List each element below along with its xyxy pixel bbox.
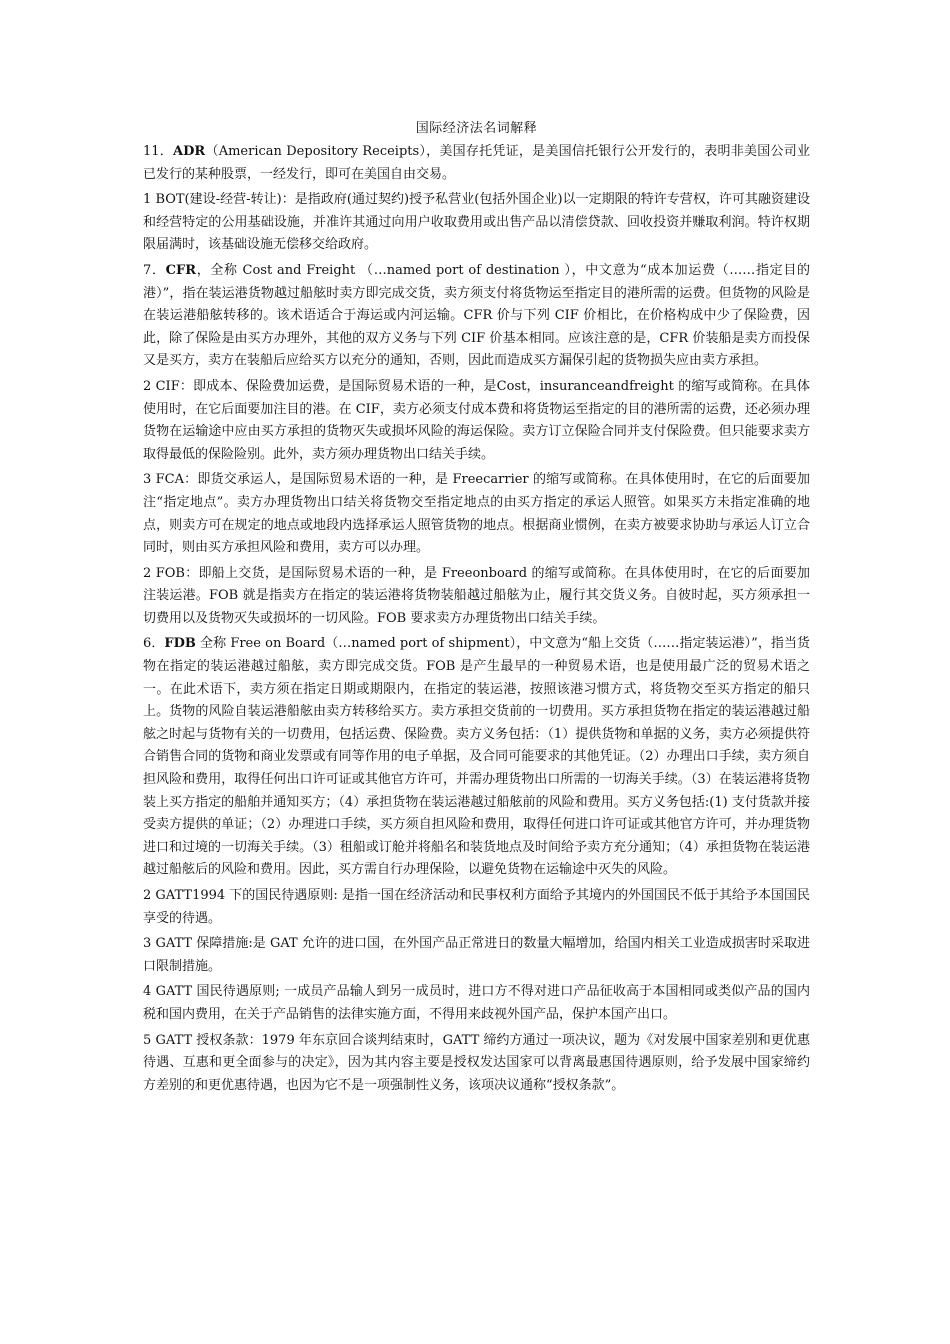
entry-bot — [143, 189, 810, 257]
entry-number: 6． — [143, 636, 165, 652]
entry-text: CIF：即成本、保险费加运费，是国际贸易术语的一种，是Cost，insuranceandfreight 的缩写或简称。在具体使用时，在它后面要加注目的港。在 CIF，卖方必须支付成本费和将货物运至指定的目的港所需的运费，还必须办理货物在运输途中应由买方承担的货物灭失或损坏风险的海运保险。卖方订立保险合同并支付保险费。但只能要求卖方取得最低的保险险别。此外，卖方须办理货物出口结关手续。 — [143, 378, 811, 462]
entry-text: GATT1994 下的国民待遇原则: 是指一国在经济活动和民事权利方面给予其境内的外国国民不低于其给予本国国民享受的待遇。 — [143, 888, 811, 926]
entry-term: FDB — [164, 636, 196, 652]
entry-cfr — [143, 260, 810, 373]
entry-gatt-safeguards — [143, 933, 810, 978]
entry-number: 3 — [143, 472, 156, 488]
entry-cif — [143, 376, 810, 466]
entry-number: 1 — [143, 192, 156, 208]
entry-text: FOB：即船上交货，是国际贸易术语的一种，是 Freeonboard 的缩写或简称。在具体使用时，在它的后面要加注装运港。FOB 就是指卖方在指定的装运港将货物装船越过船舷为止，履行其交货义务。自彼时起，买方须承担一切费用以及货物灭失或损坏的一切风险。FOB 要求卖方办理货物出口结关手续。 — [143, 565, 810, 626]
entry-number: 2 — [143, 565, 156, 581]
document-title: 国际经济法名词解释 — [415, 121, 538, 136]
entry-text: 全称 Free on Board（…named port of shipment），中文意为“船上交货（……指定装运港）”，指当货物在指定的装运港越过船舷，卖方即完成交货。FOB 是产生最早的一种贸易术语，也是使用最广泛的贸易术语之一。在此术语下，卖方须在指定日期或期限内，在指定的装运港，按照该港习惯方式，将货物交至买方指定的船只上。货物的风险自装运港船舷由卖方转移给买方。卖方承担交货前的一切费用。买方承担货物在指定的装运港越过船舷之时起与货物有关的一切费用，包括运费、保险费。卖方义务包括：（1）提供货物和单据的义务，卖方必须提供符合销售合同的货物和商业发票或有同等作用的电子单据，及合同可能要求的其他凭证。（2）办理出口手续，卖方须自担风险和费用，取得任何出口许可证或其他官方许可，并需办理货物出口所需的一切海关手续。（3）在装运港将货物装上买方指定的船舶并通知买方；（4）承担货物在装运港越过船舷前的风险和费用。买方义务包括:(1) 支付货款并接受卖方提供的单证；（2）办理进口手续，买方须自担风险和费用，取得任何进口许可证或其他官方许可，并办理货物进口和过境的一切海关手续。（3）租船或订舱并将船名和装货地点及时间给予卖方充分通知；（4）承担货物在装运港越过船舷后的风险和费用。因此，买方需自行办理保险，以避免货物在运输途中灭失的风险。 — [143, 636, 810, 878]
entry-number: 11． — [143, 144, 174, 159]
entry-text: GATT 保障措施:是 GAT 允许的进口国，在外国产品正常进日的数量大幅增加，给国内相关工业造成损害时采取进口限制措施。 — [143, 936, 811, 974]
entry-text: BOT(建设-经营-转让)：是指政府(通过契约)授予私营业(包括外国企业)以一定期限的特许专营权，许可其融资建设和经营特定的公用基础设施，并准许其通过向用户收取费用或出售产品以清偿贷款、回收投资并赚取利润。特许权期限届满时，该基础设施无偿移交给政府。 — [143, 192, 811, 253]
entry-term: CFR — [165, 262, 197, 278]
document-page — [143, 118, 810, 1100]
entry-text: GATT 国民待遇原则; 一成员产品输人到另一成员时，进口方不得对进口产品征收高于本国相同或类似产品的国内税和国内费用，在关于产品销售的法律实施方面，不得用来歧视外国产品，保护本国产出口。 — [143, 984, 810, 1022]
entry-number: 2 — [143, 378, 156, 394]
entry-number: 2 — [143, 888, 156, 903]
entry-fob — [143, 563, 810, 631]
entry-gatt-national-treatment — [143, 981, 810, 1026]
entry-term: ADR — [173, 144, 206, 159]
entry-text: ，全称 Cost and Freight （…named port of destination ），中文意为“成本加运费（……指定目的港）”，指在装运港货物越过船舷时卖方即完成交货，卖方须支付将货物运至指定目的港所需的运费。但货物的风险是在装运港船舷转移的。该术语适合于海运或内河运输。CFR 价与下列 CIF 价相比，在价格构成中少了保险费，因此，除了保险是由买方办理外，其他的双方义务与下列 CIF 价基本相同。应该注意的是，CFR 价装船是卖方而投保又是买方，卖方在装船后应给买方以充分的通知，否则，因此而造成买方漏保引起的货物损失应由卖方承担。 — [143, 262, 810, 369]
entry-fca — [143, 469, 810, 559]
entry-number: 7． — [143, 262, 166, 278]
entry-number: 4 — [143, 984, 156, 1000]
entry-text: （American Depository Receipts），美国存托凭证，是美国信托银行公开发行的，表明非美国公司业已发行的某种股票，一经发行，即可在美国自由交易。 — [143, 144, 810, 182]
entry-fdb — [143, 633, 810, 882]
entry-gatt-enabling-clause — [143, 1030, 810, 1098]
entry-number: 5 — [143, 1032, 156, 1048]
entry-gatt1994-national-treatment — [143, 885, 810, 930]
entry-adr — [143, 141, 810, 186]
entry-text: GATT 授权条款：1979 年东京回合谈判结束时，GATT 缔约方通过一项决议，题为《对发展中国家差别和更优惠待遇、互惠和更全面参与的决定》，因为其内容主要是授权发达国家可以背离最惠国待遇原则，给予发展中国家缔约方差别的和更优惠待遇，也因为它不是一项强制性义务，该项决议通称“授权条款”。 — [143, 1032, 810, 1093]
entry-number: 3 — [143, 936, 156, 952]
entry-text: FCA：即货交承运人，是国际贸易术语的一种，是 Freecarrier 的缩写或简称。在具体使用时，在它的后面要加注“指定地点”。卖方办理货物出口结关将货物交至指定地点的由买方指定的承运人照管。如果买方未指定准确的地点，则卖方可在规定的地点或地段内选择承运人照管货物的地点。根据商业惯例，在卖方被要求协助与承运人订立合同时，则由买方承担风险和费用，卖方可以办理。 — [143, 472, 810, 556]
